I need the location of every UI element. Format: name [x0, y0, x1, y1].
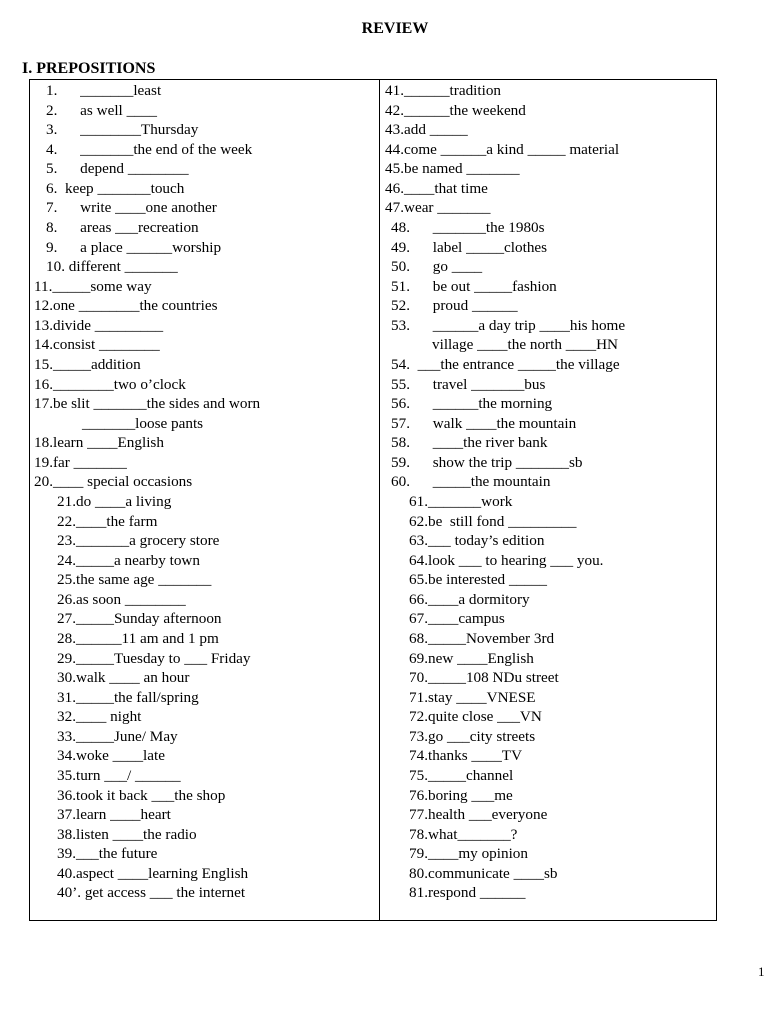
exercise-item: 48. _______the 1980s [391, 218, 545, 236]
exercise-item: 68._____November 3rd [409, 629, 555, 647]
exercise-item: 66.____a dormitory [409, 590, 530, 608]
exercise-item: 2. as well ____ [46, 101, 157, 119]
exercise-item: 63.___ today’s edition [409, 532, 545, 550]
exercise-item: 45.be named _______ [385, 160, 520, 178]
exercise-item: 78.what_______? [409, 825, 518, 843]
exercise-item: 56. ______the morning [391, 395, 553, 413]
exercise-item: 10. different _______ [46, 258, 178, 276]
section-heading: I. PREPOSITIONS [22, 60, 156, 77]
exercise-item: 17.be slit _______the sides and worn [34, 395, 261, 413]
exercise-item: 22.____the farm [57, 512, 158, 530]
exercise-item: 51. be out _____fashion [391, 277, 557, 295]
exercise-item: 8. areas ___recreation [46, 218, 199, 236]
exercise-item: 53. ______a day trip ____his home [391, 316, 626, 334]
exercise-item: 19.far _______ [34, 453, 127, 471]
exercise-item: 34.woke ____late [57, 747, 165, 765]
exercise-item: 20.____ special occasions [34, 473, 193, 491]
exercise-item: 40.aspect ____learning English [57, 864, 249, 882]
exercise-item: 79.____my opinion [409, 845, 528, 863]
page-title: REVIEW [361, 20, 429, 37]
exercise-item: 74.thanks ____TV [409, 747, 523, 765]
exercise-item: 41.______tradition [385, 82, 502, 99]
exercise-item: 1. _______least [46, 82, 162, 99]
exercise-item: 58. ____the river bank [391, 434, 548, 452]
exercise-item: 73.go ___city streets [409, 727, 536, 745]
exercise-item: 25.the same age _______ [57, 571, 212, 589]
exercise-item: 27._____Sunday afternoon [57, 610, 222, 628]
exercise-item: 67.____campus [409, 610, 505, 628]
exercise-item: 29._____Tuesday to ___ Friday [57, 649, 251, 667]
exercise-item: 62.be still fond _________ [409, 512, 577, 530]
exercise-item: 31._____the fall/spring [57, 688, 199, 706]
exercise-item: 43.add _____ [385, 121, 468, 139]
exercise-item: 12.one ________the countries [34, 297, 218, 315]
exercise-item: 77.health ___everyone [409, 806, 548, 824]
exercise-item: 54. ___the entrance _____the village [391, 355, 620, 373]
exercise-item: 42.______the weekend [385, 101, 526, 119]
exercise-item: 69.new ____English [409, 649, 534, 667]
exercise-item: 72.quite close ___VN [409, 708, 542, 726]
exercise-item: 6. keep _______touch [46, 179, 185, 197]
exercise-item: 26.as soon ________ [57, 590, 186, 608]
column-divider [379, 80, 380, 920]
page-number: 1 [758, 964, 765, 979]
exercise-item: 37.learn ____heart [57, 806, 171, 824]
exercise-item: 30.walk ____ an hour [57, 669, 190, 687]
exercise-item: 35.turn ___/ ______ [57, 766, 181, 784]
exercise-item: 7. write ____one another [46, 199, 217, 217]
exercise-item: 32.____ night [57, 708, 142, 726]
exercise-item: 38.listen ____the radio [57, 825, 197, 843]
exercise-item: 61._______work [409, 492, 513, 510]
exercise-item: 15._____addition [34, 355, 141, 373]
exercise-item: 28.______11 am and 1 pm [57, 629, 219, 647]
exercise-item: 21.do ____a living [57, 492, 172, 510]
exercise-item: 47.wear _______ [385, 199, 491, 217]
exercise-item: 39.___the future [57, 845, 158, 863]
exercise-item: 75._____channel [409, 766, 514, 784]
exercise-item: 70._____108 NDu street [409, 669, 559, 687]
exercise-item: 71.stay ____VNESE [409, 688, 536, 706]
exercise-item: 14.consist ________ [34, 336, 160, 354]
exercise-table [29, 79, 717, 921]
exercise-item: 24._____a nearby town [57, 551, 200, 569]
exercise-item: 55. travel _______bus [391, 375, 546, 393]
exercise-item: 52. proud ______ [391, 297, 518, 315]
exercise-item: 13.divide _________ [34, 316, 164, 334]
exercise-item: 3. ________Thursday [46, 121, 199, 139]
exercise-item: 57. walk ____the mountain [391, 414, 577, 432]
exercise-item: village ____the north ____HN [432, 336, 619, 354]
exercise-item: _______loose pants [82, 414, 204, 432]
exercise-item: 81.respond ______ [409, 884, 526, 902]
exercise-item: 44.come ______a kind _____ material [385, 140, 620, 158]
exercise-item: 60. _____the mountain [391, 473, 551, 491]
exercise-item: 64.look ___ to hearing ___ you. [409, 551, 604, 569]
exercise-item: 23._______a grocery store [57, 532, 220, 550]
exercise-item: 46.____that time [385, 179, 488, 197]
exercise-item: 59. show the trip _______sb [391, 453, 583, 471]
exercise-item: 49. label _____clothes [391, 238, 548, 256]
exercise-item: 18.learn ____English [34, 434, 164, 452]
exercise-item: 36.took it back ___the shop [57, 786, 226, 804]
exercise-item: 76.boring ___me [409, 786, 513, 804]
exercise-item: 9. a place ______worship [46, 238, 222, 256]
exercise-item: 65.be interested _____ [409, 571, 547, 589]
exercise-item: 4. _______the end of the week [46, 140, 253, 158]
exercise-item: 11._____some way [34, 277, 152, 295]
exercise-item: 5. depend ________ [46, 160, 189, 178]
exercise-item: 40’. get access ___ the internet [57, 884, 246, 902]
exercise-item: 16.________two o’clock [34, 375, 186, 393]
exercise-item: 80.communicate ____sb [409, 864, 558, 882]
exercise-item: 50. go ____ [391, 258, 483, 276]
exercise-item: 33._____June/ May [57, 727, 178, 745]
